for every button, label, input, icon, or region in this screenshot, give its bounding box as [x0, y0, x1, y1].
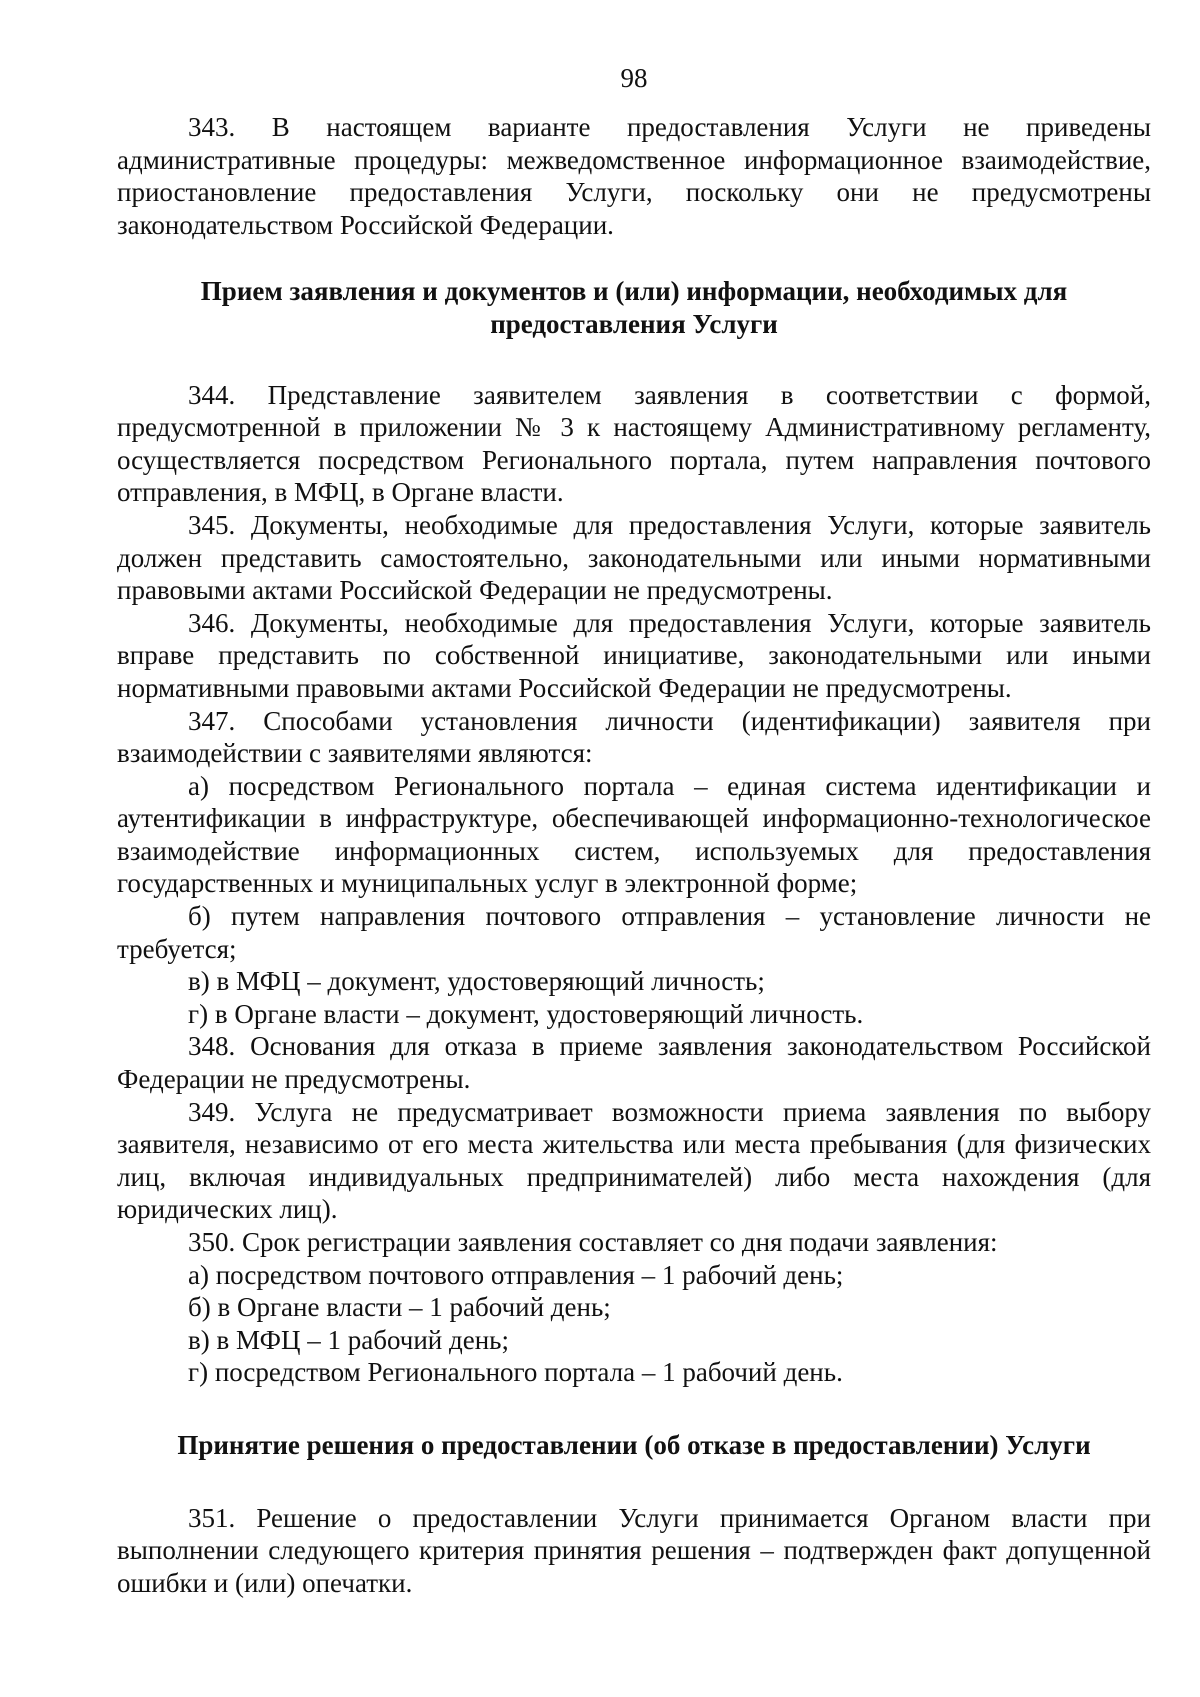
paragraph-346: 346. Документы, необходимые для предоставления Услуги, которые заявитель вправе представить по собственной инициативе, законодательными или иными нормативными правовыми актами Российской Федерации не предусмотрены. — [117, 607, 1151, 703]
paragraph-351: 351. Решение о предоставлении Услуги принимается Органом власти при выполнении следующего критерия принятия решения – подтвержден факт допущенной ошибки и (или) опечатки. — [117, 1502, 1151, 1598]
section-heading-decision: Принятие решения о предоставлении (об отказе в предоставлении) Услуги — [177, 1429, 1091, 1460]
section-intro — [117, 111, 1151, 241]
paragraph-350: 350. Срок регистрации заявления составляет со дня подачи заявления: — [188, 1227, 998, 1257]
section-heading-application-acceptance: Прием заявления и документов и (или) информации, необходимых для предоставления Услуги — [200, 276, 1068, 339]
list-item-350-b: б) в Органе власти – 1 рабочий день; — [188, 1292, 611, 1323]
section-decision — [117, 1502, 1151, 1600]
document-page — [117, 62, 1151, 1599]
paragraph-347: 347. Способами установления личности (идентификации) заявителя при взаимодействии с заявителями являются: — [117, 705, 1151, 769]
paragraph-348: 348. Основания для отказа в приеме заявления законодательством Российской Федерации не предусмотрены. — [117, 1031, 1151, 1095]
page-number: 98 — [620, 63, 648, 93]
section-application-acceptance — [117, 379, 1151, 1389]
list-item-350-v: в) в МФЦ – 1 рабочий день; — [188, 1324, 509, 1355]
list-item-347-v: в) в МФЦ – документ, удостоверяющий личность; — [188, 966, 765, 997]
paragraph-344: 344. Представление заявителем заявления в соответствии с формой, предусмотренной в приложении № 3 к настоящему Административному регламенту, осуществляется посредством Регионального портала, путем направления почтового отправления, в МФЦ, в Органе власти. — [117, 379, 1151, 508]
list-item-347-a: а) посредством Регионального портала – единая система идентификации и аутентификации в инфраструктуре, обеспечивающей информационно-технологическое взаимодействие информационных систем, используемых для предоставления государственных и муниципальных услуг в электронной форме; — [117, 770, 1151, 899]
list-item-350-a: а) посредством почтового отправления – 1 рабочий день; — [188, 1259, 844, 1290]
list-item-350-g: г) посредством Регионального портала – 1 рабочий день. — [188, 1357, 843, 1388]
list-item-347-g: г) в Органе власти – документ, удостоверяющий личность. — [188, 998, 864, 1029]
paragraph-345: 345. Документы, необходимые для предоставления Услуги, которые заявитель должен представить самостоятельно, законодательными или иными нормативными правовыми актами Российской Федерации не предусмотрены. — [117, 509, 1151, 606]
paragraph-343: 343. В настоящем варианте предоставления Услуги не приведены административные процедуры: межведомственное информационное взаимодействие, приостановление предоставления Услуги, поскольку они не предусмотрены законодательством Российской Федерации. — [117, 112, 1151, 240]
paragraph-349: 349. Услуга не предусматривает возможности приема заявления по выбору заявителя, независимо от его места жительства или места пребывания (для физических лиц, включая индивидуальных предпринимателей) либо места нахождения (для юридических лиц). — [117, 1096, 1151, 1225]
list-item-347-b: б) путем направления почтового отправления – установление личности не требуется; — [117, 901, 1151, 964]
